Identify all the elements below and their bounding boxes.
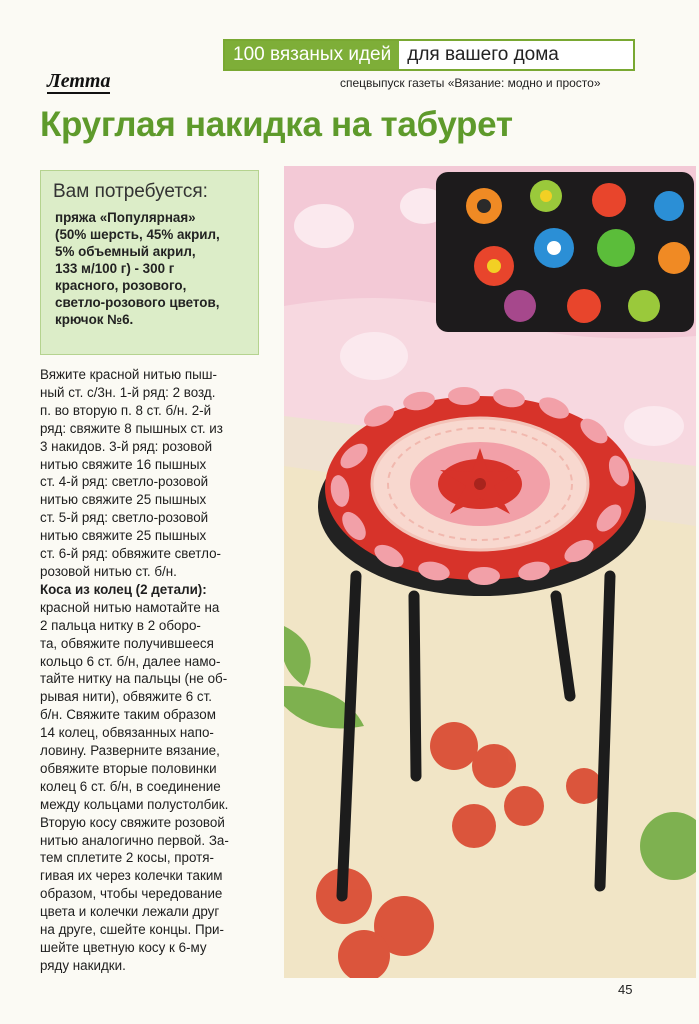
instruction-line: образом, чтобы чередование [40, 886, 223, 902]
instruction-line: розовой нитью ст. б/н. [40, 563, 177, 579]
instruction-line: обвяжите вторые половинки [40, 760, 217, 776]
page-title: Круглая накидка на табурет [40, 105, 513, 144]
instruction-line: цвета и колечки лежали друг [40, 904, 220, 920]
materials-line: крючок №6. [55, 312, 134, 327]
instruction-line: та, обвяжите получившееся [40, 635, 214, 651]
series-title: 100 вязаных идей [225, 41, 399, 69]
instruction-line: на друге, сшейте концы. При- [40, 922, 224, 938]
materials-heading: Вам потребуется: [53, 181, 208, 202]
instruction-line: ный ст. с/3н. 1-й ряд: 2 возд. [40, 384, 216, 400]
instruction-line: б/н. Свяжите таким образом [40, 707, 216, 723]
instruction-line: колец 6 ст. б/н, в соединение [40, 778, 221, 794]
series-subtitle: для вашего дома [407, 44, 559, 65]
instruction-line: красной нитью намотайте на [40, 599, 220, 615]
instruction-line: шейте цветную косу к 6-му [40, 940, 207, 955]
materials-list [53, 209, 246, 328]
stool-photo-illustration [284, 166, 696, 978]
instruction-line: Вяжите красной нитью пыш- [40, 367, 217, 382]
materials-line: 5% объемный акрил, [55, 244, 196, 259]
instruction-line: нитью аналогично первой. За- [40, 832, 229, 848]
instruction-line: 3 накидов. 3-й ряд: розовой [40, 438, 213, 454]
instruction-line: 14 колец, обвязанных напо- [40, 725, 214, 741]
instruction-line: нитью свяжите 16 пышных [40, 456, 207, 472]
series-banner [223, 39, 635, 71]
instruction-line: тем сплетите 2 косы, протя- [40, 850, 214, 866]
page-number: 45 [618, 982, 633, 997]
materials-box [40, 170, 259, 355]
pillow-image [436, 172, 694, 332]
instruction-line: ст. 6-й ряд: обвяжите светло- [40, 546, 221, 562]
instruction-line: ряду накидки. [40, 957, 126, 973]
instruction-line: нитью свяжите 25 пышных [40, 528, 207, 544]
instructions-text [40, 366, 262, 975]
instruction-line: 2 пальца нитку в 2 оборо- [40, 617, 201, 633]
instruction-line: кольцо 6 ст. б/н, далее намо- [40, 653, 221, 669]
materials-line: светло-розового цветов, [55, 295, 220, 310]
materials-line: (50% шерсть, 45% акрил, [55, 227, 220, 242]
braid-subheading: Коса из колец (2 детали): [40, 581, 207, 597]
instruction-line: рывая нити), обвяжите 6 ст. [40, 689, 212, 705]
instruction-line: ловину. Разверните вязание, [40, 743, 220, 759]
product-photo [284, 166, 696, 978]
materials-line: 133 м/100 г) - 300 г [55, 261, 175, 276]
instruction-line: между кольцами полустолбик. [40, 796, 229, 812]
instruction-line: Вторую косу свяжите розовой [40, 814, 225, 830]
special-issue-note: спецвыпуск газеты «Вязание: модно и просто» [340, 76, 601, 90]
instruction-line: ряд: свяжите 8 пышных ст. из [40, 420, 223, 436]
materials-line: пряжа «Популярная» [55, 210, 196, 225]
instruction-line: ст. 4-й ряд: светло-розовой [40, 474, 209, 490]
instruction-line: гивая их через колечки таким [40, 868, 223, 884]
instruction-line: ст. 5-й ряд: светло-розовой [40, 510, 209, 526]
instruction-line: тайте нитку на пальцы (не об- [40, 671, 228, 687]
instruction-line: п. во вторую п. 8 ст. б/н. 2-й [40, 402, 212, 418]
materials-line: красного, розового, [55, 278, 187, 293]
instruction-line: нитью свяжите 25 пышных [40, 492, 207, 508]
author-name: Летта [47, 70, 111, 92]
